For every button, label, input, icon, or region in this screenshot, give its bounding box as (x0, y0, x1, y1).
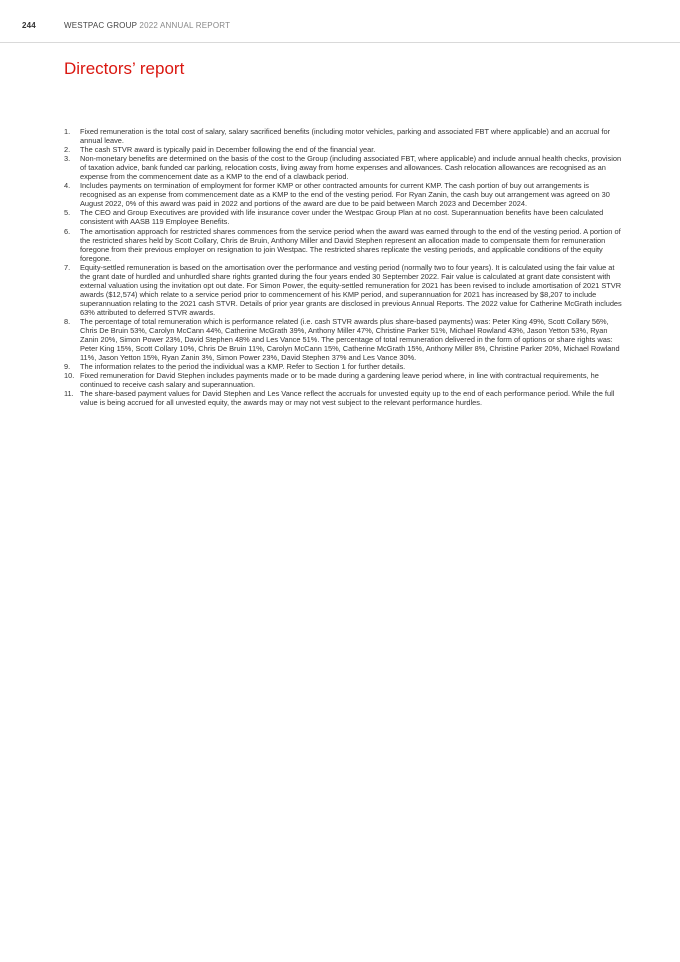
footnote-text: Fixed remuneration for David Stephen includes payments made or to be made during a gardening leave period where, in line with contractual requirements, he continued to receive cash salary and superannuation. (80, 371, 599, 390)
footnote-item (64, 181, 624, 208)
footnote-text: Non-monetary benefits are determined on the basis of the cost to the Group (including associated FBT, where applicable) and include annual health checks, provision of taxation advice, bank funded car parking, relocation costs, living away from home expenses and allowances. Cash relocation allowances are recognised as an expense from the commencement date as a KMP to the end of a clawback period. (80, 154, 622, 182)
footnote-number: 3. (64, 154, 71, 164)
footnote-item (64, 208, 624, 226)
footnote-number: 4. (64, 181, 71, 191)
footnote-text: The information relates to the period the individual was a KMP. Refer to Section 1 for further details. (80, 362, 406, 372)
footnote-text: The CEO and Group Executives are provided with life insurance cover under the Westpac Group Plan at no cost. Superannuation benefits have been calculated consistent with AASB 119 Employee Benefits. (80, 208, 604, 227)
footnote-number: 5. (64, 208, 71, 218)
footnote-item (64, 362, 624, 371)
running-head-document: 2022 ANNUAL REPORT (139, 21, 231, 30)
footnote-item (64, 154, 624, 181)
running-head (64, 21, 230, 30)
footnote-text: The share-based payment values for David Stephen and Les Vance reflect the accruals for unvested equity up to the end of each performance period. While the full value is being accrued for all unvested equity, the awards may or may not vest subject to the relevant performance hurdles. (80, 389, 615, 408)
footnote-number: 8. (64, 316, 71, 326)
footnote-number: 1. (64, 127, 71, 136)
footnote-text: The cash STVR award is typically paid in December following the end of the financial year. (80, 145, 376, 155)
footnotes-list (64, 127, 624, 407)
running-head-organisation: WESTPAC GROUP (64, 21, 137, 30)
footnote-item (64, 127, 624, 145)
footnote-item (64, 263, 624, 317)
footnote-item (64, 371, 624, 389)
footnote-item (64, 317, 624, 362)
footnote-number: 11. (64, 389, 74, 399)
footnote-number: 2. (64, 145, 71, 155)
footnote-number: 7. (64, 262, 71, 272)
footnote-text: The percentage of total remuneration which is performance related (i.e. cash STVR awards plus share-based payments) was: Peter King 49%, Scott Collary 56%, Chris De Bruin 53%, Carolyn McCann 44%, Catherine McGrath 39%, Anthony Miller 47%, Christine Parker 51%, Michael Rowland 43%, Jason Yetton 53%, Ryan Zanin 20%, Simon Power 23%, David Stephen 48% and Les Vance 51%. The percentage of total remuneration delivered in the form of options or share rights was: Peter King 15%, Scott Collary 10%, Chris De Bruin 11%, Carolyn McCann 15%, Catherine McGrath 15%, Anthony Miller 8%, Christine Parker 20%, Michael Rowland 11%, Jason Yetton 15%, Ryan Zanin 3%, Simon Power 23%, David Stephen 37% and Les Vance 30%. (80, 316, 620, 363)
footnote-text: Equity-settled remuneration is based on the amortisation over the performance and vesting period (normally two to four years). It is calculated using the fair value at the grant date of hurdled and unhurdled share rights granted during the four years ended 30 September 2022. Fair value is calculated at grant date consistent with external valuation using the invitation opt out date. For Simon Power, the equity-settled remuneration for 2021 has been revised to include amortisation of 2021 STVR awards ($12,574) which relate to a service period prior to commencement of his KMP period, and superannuation for 2021 has increased by $8,207 to include superannuation relating to the 2021 cash STVR. Details of prior year grants are disclosed in previous Annual Reports. The 2022 value for Catherine McGrath includes 63% attributed to deferred STVR awards. (80, 262, 622, 317)
footnote-item (64, 145, 624, 154)
footnote-text: Fixed remuneration is the total cost of salary, salary sacrificed benefits (including motor vehicles, parking and associated FBT where applicable) and an accrual for annual leave. (80, 127, 611, 146)
footnote-number: 6. (64, 226, 71, 236)
footnote-number: 9. (64, 362, 71, 372)
footnote-text: The amortisation approach for restricted shares commences from the service period when the award was earned through to the end of the vesting period. A portion of the restricted shares held by Scott Collary, Chris de Bruin, Anthony Miller and David Stephen represent an allocation made to compensate them for remuneration foregone from their previous employer on resignation to join Westpac. The restricted shares replicate the vesting periods, and applicable conditions of the equity foregone. (80, 226, 621, 263)
section-title: Directors’ report (64, 59, 185, 78)
page-number: 244 (22, 21, 36, 30)
footnote-item (64, 389, 624, 407)
footnote-text: Includes payments on termination of employment for former KMP or other contracted amounts for current KMP. The cash portion of buy out arrangements is recognised as an expense from commencement date as a KMP to the end of the vesting period. For Ryan Zanin, the cash buy out arrangement was agreed on 30 August 2022, 0% of this award was paid in 2022 and portions of the award are due to be paid between March 2023 and December 2024. (80, 181, 610, 209)
footnote-item (64, 227, 624, 263)
page-header (0, 0, 680, 43)
footnote-number: 10. (64, 371, 75, 381)
